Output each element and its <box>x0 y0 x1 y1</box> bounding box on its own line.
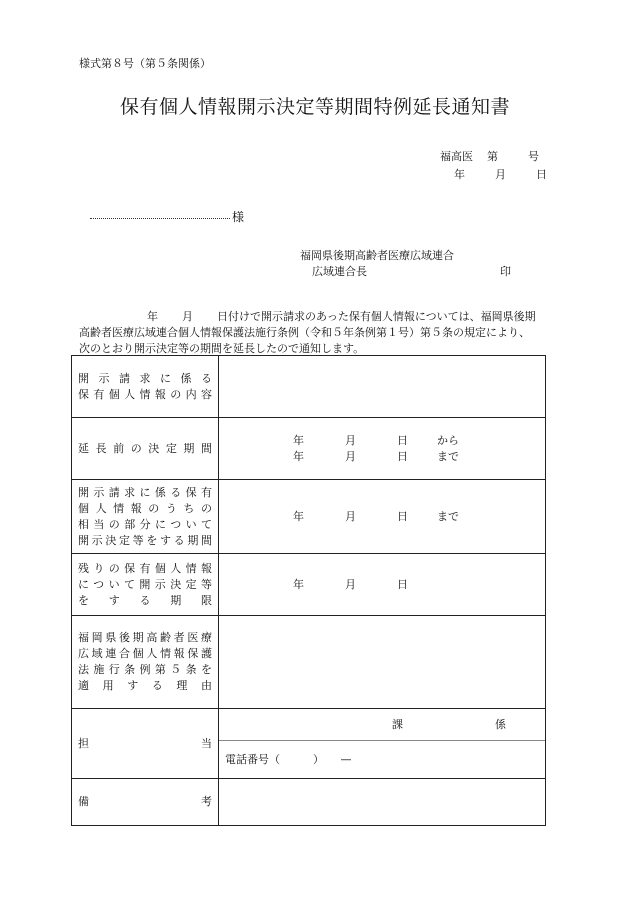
notice-body <box>79 309 554 357</box>
body-line-1: 年 月 日付けで開示請求のあった保有個人情報については、福岡県後期 <box>147 310 536 323</box>
sender-title: 広域連合長 <box>312 265 367 278</box>
value-remarks <box>219 779 546 826</box>
label-request-content: 開示請求に係る 保有個人情報の内容 <box>72 356 219 418</box>
ref-prefix: 福高医 <box>440 150 473 163</box>
department-section <box>219 709 545 741</box>
issue-date <box>454 166 547 182</box>
label-remaining-deadline: 残りの保有個人情報 について開示決定等 をする期限 <box>72 554 219 616</box>
label-reason: 福岡県後期高齢者医療 広域連合個人情報保護 法施行条例第５条を 適用する理由 <box>72 616 219 709</box>
form-number: 様式第８号（第５条関係） <box>79 57 211 70</box>
row-original-period <box>72 418 546 480</box>
dept-kakari: 係 <box>495 718 506 731</box>
label-original-period: 延長前の決定期間 <box>72 418 219 480</box>
value-original-period: 年 月 日 から 年 月 日 まで <box>219 418 546 480</box>
row-remarks <box>72 779 546 826</box>
value-request-content <box>219 356 546 418</box>
value-partial-period: 年 月 日 まで <box>219 480 546 554</box>
row-request-content <box>72 356 546 418</box>
ref-dai: 第 <box>487 150 498 163</box>
seal-mark: 印 <box>500 265 511 278</box>
addressee-honorific: 様 <box>232 210 245 224</box>
row-remaining-deadline <box>72 554 546 616</box>
label-partial-period: 開示請求に係る保有 個人情報のうちの 相当の部分について 開示決定等をする期間 <box>72 480 219 554</box>
addressee-line <box>90 218 230 219</box>
date-day: 日 <box>536 168 547 181</box>
body-line-2: 高齢者医療広域連合個人情報保護法施行条例（令和５年条例第１号）第５条の規定により、 <box>79 326 530 339</box>
label-contact: 担当 <box>72 709 219 779</box>
notice-table <box>71 355 546 826</box>
document-title: 保有個人情報開示決定等期間特例延長通知書 <box>119 96 510 118</box>
body-line-3: 次のとおり開示決定等の期間を延長したので通知します。 <box>79 342 365 355</box>
reference-number <box>440 148 539 164</box>
dept-ka: 課 <box>392 718 403 731</box>
phone-number: 電話番号（ ） — <box>225 753 352 766</box>
value-remaining-deadline: 年 月 日 <box>219 554 546 616</box>
sender-organization: 福岡県後期高齢者医療広域連合 <box>300 249 454 262</box>
ref-go: 号 <box>528 150 539 163</box>
row-contact <box>72 709 546 779</box>
date-year: 年 <box>454 168 465 181</box>
row-partial-period <box>72 480 546 554</box>
row-reason <box>72 616 546 709</box>
label-remarks: 備考 <box>72 779 219 826</box>
value-contact <box>219 709 546 779</box>
date-month: 月 <box>495 168 506 181</box>
value-reason <box>219 616 546 709</box>
